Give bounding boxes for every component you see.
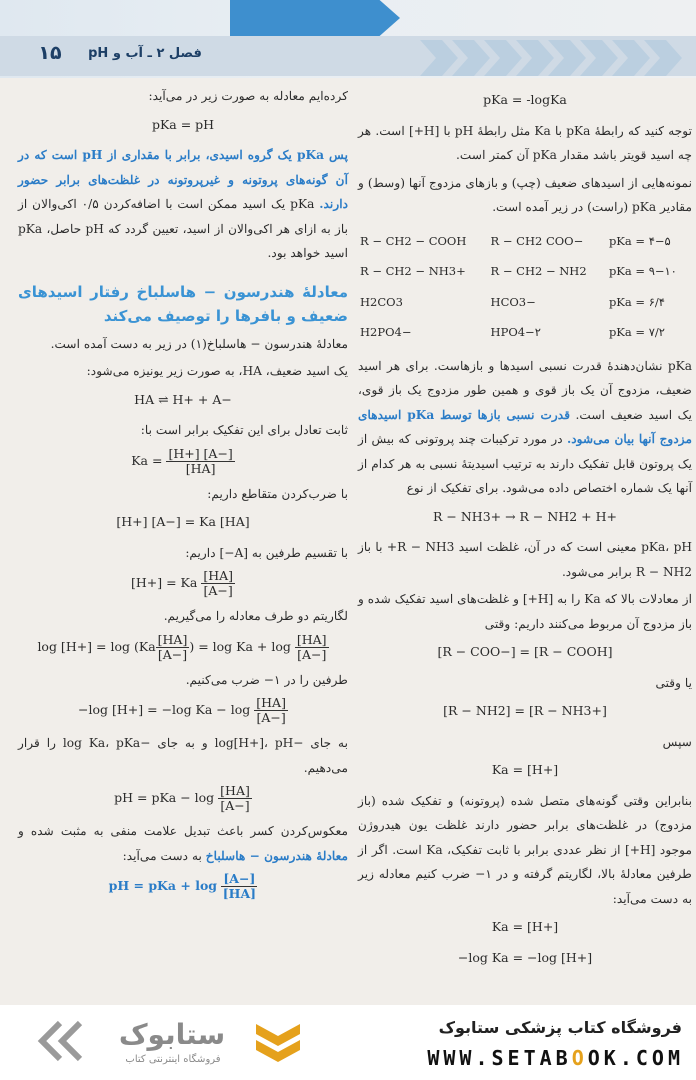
fraction [201, 569, 235, 598]
paragraph [358, 354, 692, 501]
paragraph: توجه کنید که رابطهٔ pKa با Ka مثل رابطهٔ pH با [H+] است. هر چه اسید قویتر باشد مقدار pKa آن کمتر است. [358, 123, 692, 162]
equation: −log Ka = −log [H+] [457, 949, 593, 965]
table-cell: R − CH2 − NH3+ [360, 264, 466, 278]
paragraph: با ضرب‌کردن متقاطع داریم: [207, 486, 348, 501]
numerator: [HA] [157, 631, 188, 647]
page-number: ۱۵ [38, 42, 62, 64]
denominator: [A−] [157, 646, 188, 662]
paragraph [18, 143, 348, 266]
denominator: [HA] [222, 886, 257, 901]
fraction [254, 696, 288, 725]
fraction [295, 633, 329, 662]
equation [18, 569, 348, 598]
paragraph: سپس [662, 734, 692, 749]
paragraph: طرفین را در ۱− ضرب می‌کنیم. [185, 672, 348, 687]
text-run: در مورد ترکیبات چند پروتونی که بیش از یک پروتون قابل تفکیک دارند به ترتیب اسیدیتهٔ نسبی به هر کدام از آنها یک شماره اختصاص داده می‌شود. برای تفکیک از نوع [358, 432, 692, 495]
equation [18, 784, 348, 813]
fraction [218, 784, 252, 813]
chapter-title: فصل ۲ ـ آب و pH [88, 46, 202, 61]
equation: HA ⇌ H+ + A− [134, 391, 232, 407]
equation [18, 696, 348, 725]
numerator: [HA] [220, 783, 250, 798]
table-cell: pKa = ۷/۲ [608, 325, 665, 339]
url-part-accent: O [571, 1046, 588, 1070]
equation: pKa = pH [151, 116, 215, 132]
right-column [358, 84, 692, 1004]
equation [18, 447, 348, 476]
numerator: [A−] [223, 871, 256, 886]
paragraph: معادلهٔ هندرسون − هاسلباخ(۱) در زیر به دست آمده است. [50, 336, 348, 351]
paragraph: یک اسید ضعیف، HA، به صورت زیر یونیزه می‌شود: [86, 364, 348, 378]
table-cell: R − CH2 − COOH [360, 233, 467, 248]
table-cell: R − CH2 − NH2 [490, 264, 587, 278]
highlight-text: معادلهٔ هندرسون − هاسلباخ [205, 848, 348, 863]
numerator: [HA] [203, 568, 233, 583]
url-part: OK.COM [587, 1046, 684, 1070]
table-cell: HCO3− [490, 294, 536, 309]
table-cell: H2CO3 [360, 294, 403, 309]
logo-subtitle: فروشگاه اینترنتی کتاب [125, 1054, 221, 1065]
fraction [156, 633, 190, 662]
table-cell: R − CH2 COO− [490, 233, 584, 248]
numerator: [H+] [A−] [168, 445, 233, 461]
equation-part: pH = pKa + log [108, 878, 218, 893]
fraction [221, 872, 257, 901]
equation: pKa = -logKa [483, 92, 567, 107]
equation: R − NH3+ → R − NH2 + H+ [433, 508, 617, 524]
url-part: WWW.SETAB [427, 1046, 572, 1070]
denominator: [A−] [203, 583, 233, 598]
table-row [358, 317, 692, 348]
paragraph: لگاریتم دو طرف معادله را می‌گیریم. [163, 609, 348, 623]
equation: Ka = [H+] [491, 762, 559, 777]
paragraph: ثابت تعادل برای این تفکیک برابر است با: [140, 423, 348, 437]
paragraph: با تقسیم طرفین به [A−] داریم: [185, 545, 348, 560]
table-row [358, 226, 692, 257]
paragraph: نمونه‌هایی از اسیدهای ضعیف (چپ) و بازهای مزدوج آنها (وسط) و مقادیر pKa (راست) در زیر آمده است. [358, 175, 692, 214]
text-run: pKa یک اسید ممکن است با اضافه‌کردن ۰/۵ اکی‌والان از باز به ازای هر اکی‌والان از اسید، تعیین گردد که pH حاصل، pKa اسید خواهد بود. [18, 197, 348, 260]
paragraph: pKa، pH معینی است که در آن، غلظت اسید R − NH3+ با باز R − NH2 برابر می‌شود. [358, 540, 693, 579]
paragraph: کرده‌ایم معادله به صورت زیر در می‌آید: [148, 89, 348, 103]
equation [18, 872, 348, 901]
numerator: [HA] [256, 695, 286, 710]
table-cell: H2PO4− [360, 325, 412, 339]
text-run: به دست می‌آید: [122, 848, 206, 863]
text-run: pKa نشان‌دهندهٔ قدرت نسبی اسیدها و بازهاست. برای هر اسید ضعیف، مزدوج آن یک باز قوی و همین طور مزدوج یک باز قوی، یک اسید ضعیف است. [358, 358, 692, 422]
table-row [358, 256, 692, 287]
paragraph [18, 819, 348, 868]
equation: [R − NH2] = [R − NH3+] [443, 703, 607, 718]
equation: Ka = [H+] [491, 919, 559, 934]
equation-part: ) = log Ka + log [189, 638, 291, 654]
denominator: [A−] [220, 798, 250, 813]
text-run: معکوس‌کردن کسر باعث تبدیل علامت منفی به مثبت شده و [18, 824, 348, 838]
equation-part: log [H+] = log (Ka [37, 638, 156, 654]
equation-part: pH = pKa − log [114, 790, 215, 805]
table-cell: pKa = ۴−۵ [608, 233, 671, 248]
left-column [18, 84, 348, 1004]
denominator: [A−] [256, 710, 286, 725]
highlight-text: پس pKa یک گروه اسیدی، برابر با مقداری از pH است که در آن گونه‌های پروتونه و غیرپروتونه در غلظت‌های برابر حضور دارند. [18, 148, 349, 211]
paragraph: یا وقتی [655, 675, 692, 690]
denominator: [HA] [185, 460, 216, 476]
equation-part: Ka = [131, 452, 163, 468]
table-cell: HPO4−۲ [490, 325, 541, 339]
equation [18, 633, 348, 662]
equation: [H+] [A−] = Ka [HA] [116, 514, 250, 529]
paragraph: به جای −log[H+]، pH و به جای −log Ka، pKa را قرار می‌دهیم. [18, 736, 348, 775]
chevron-pattern-icon [230, 0, 696, 78]
shop-url[interactable] [338, 1046, 684, 1074]
table-cell: pKa = ۶/۴ [608, 294, 665, 309]
paragraph: بنابراین وقتی گونه‌های متصل شده (پروتونه) و تفکیک شده (باز مزدوج) در غلظت‌های برابر حضور دارند غلظت یون هیدروژن موجود [H+] از نظر عددی برابر با ثابت تفکیک، Ka است. اگر از طرفین معادلهٔ بالا، لگاریتم گرفته و در ۱− ضرب کنیم معادله زیر به دست می‌آید: [358, 793, 693, 906]
shop-name: فروشگاه کتاب پزشکی ستابوک [438, 1018, 682, 1037]
equation-part: −log [H+] = −log Ka − log [78, 702, 251, 717]
denominator: [A−] [297, 646, 327, 662]
numerator: [HA] [296, 631, 327, 647]
book-logo-icon [252, 1018, 304, 1068]
paragraph: از معادلات بالا که Ka را به [H+] و غلظت‌های اسید تفکیک شده و باز مزدوج آن مربوط می‌کنند داریم: وقتی [358, 592, 693, 631]
header-chevrons [230, 0, 696, 78]
table-cell: pKa = ۹−۱۰ [608, 264, 677, 278]
highlight-text: قدرت نسبی بازها توسط pKa اسیدهای مزدوج آنها بیان می‌شود. [358, 407, 693, 446]
fraction [166, 447, 234, 476]
logo-wordmark: ستابوک [118, 1018, 226, 1051]
section-title: معادلهٔ هندرسون − هاسلباخ رفتار اسیدهای ضعیف و بافرها را توصیف می‌کند [18, 282, 348, 325]
table-row [358, 287, 692, 318]
equation: [R − COO−] = [R − COOH] [437, 644, 613, 659]
chevrons-left-icon [30, 1015, 90, 1067]
acid-base-table [358, 226, 692, 348]
equation-part: [H+] = Ka [130, 575, 198, 590]
